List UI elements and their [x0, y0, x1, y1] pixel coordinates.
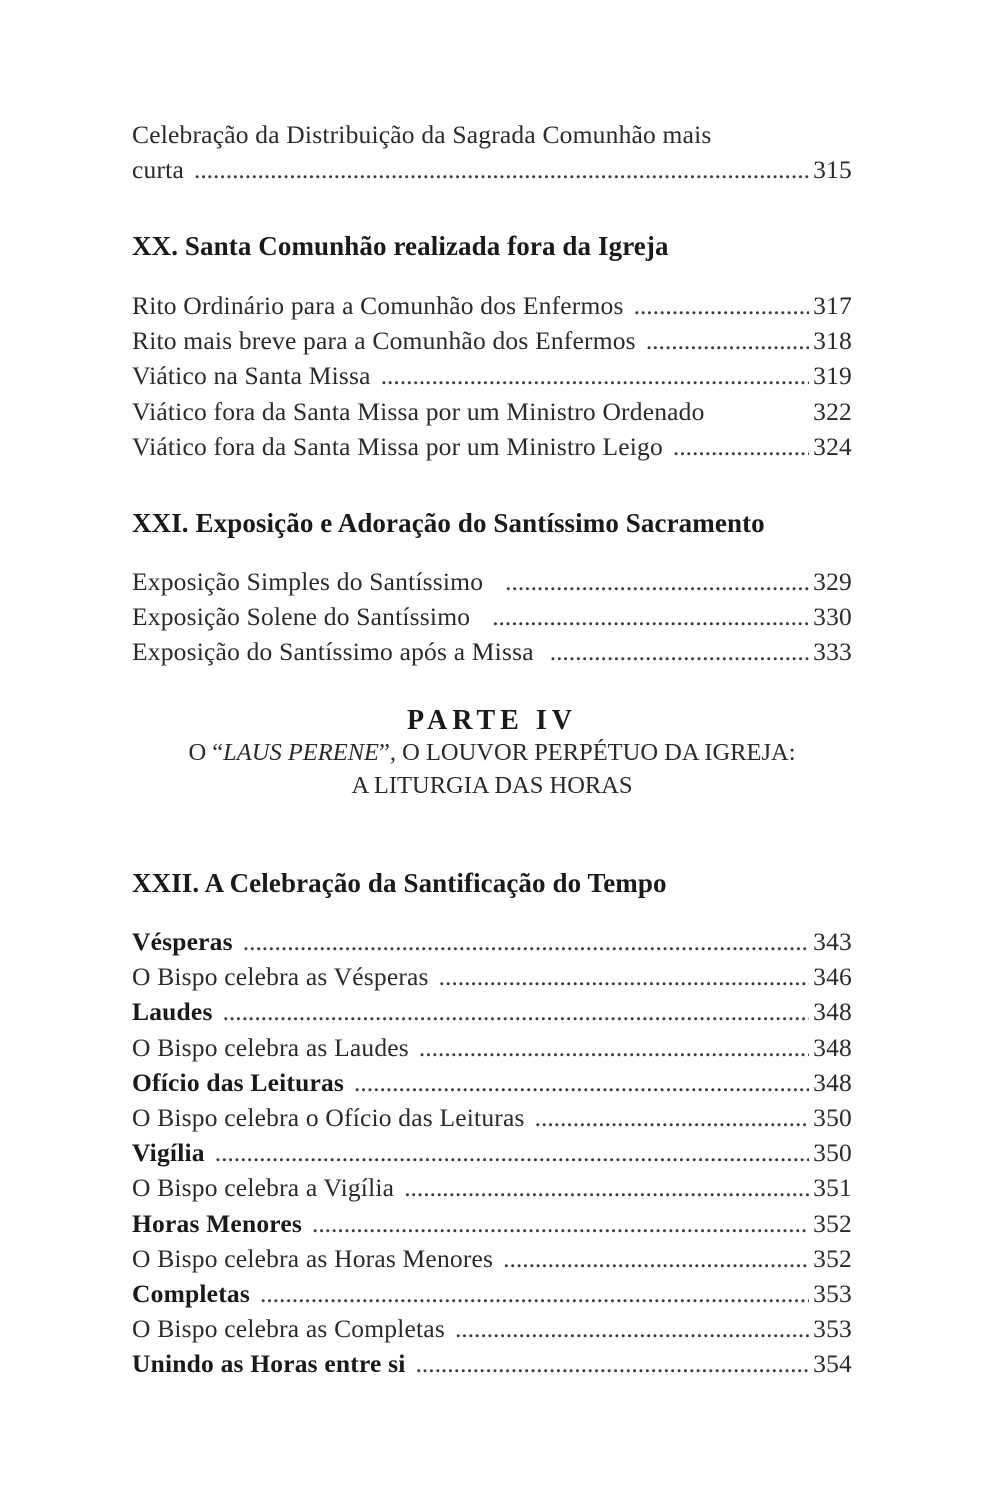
toc-page-number: 319 — [813, 361, 852, 391]
dot-leader — [673, 429, 809, 464]
dot-leader — [260, 1276, 809, 1311]
toc-entry-row — [132, 152, 852, 187]
part-subtitle-prefix: O “ — [188, 739, 224, 766]
toc-entry-title: curta — [132, 155, 184, 185]
dot-leader — [455, 1311, 809, 1346]
toc-entry[interactable] — [132, 1206, 852, 1241]
dot-leader — [223, 994, 810, 1029]
toc-entry[interactable] — [132, 394, 852, 429]
dot-leader — [312, 1206, 809, 1241]
toc-entry-title: Laudes — [132, 997, 213, 1027]
section-heading-xxii: XXII. A Celebração da Santificação do Tempo — [132, 868, 667, 898]
toc-entry-title: Rito Ordinário para a Comunhão dos Enfermos — [132, 291, 624, 320]
section-heading-xx: XX. Santa Comunhão realizada fora da Igreja — [132, 231, 669, 261]
toc-page-number: 322 — [813, 396, 852, 426]
toc-page-number: 352 — [813, 1208, 852, 1238]
toc-page-number: 352 — [813, 1243, 852, 1273]
toc-entry-title: O Bispo celebra o Ofício das Leituras — [132, 1102, 525, 1132]
toc-entry[interactable] — [132, 1276, 852, 1311]
toc-entry[interactable] — [132, 1346, 852, 1381]
toc-entry-title: O Bispo celebra as Horas Menores — [132, 1243, 494, 1273]
toc-entry[interactable] — [132, 924, 852, 959]
part-title: PARTE IV — [407, 705, 577, 736]
dot-leader — [503, 1241, 809, 1276]
toc-entry[interactable] — [132, 323, 852, 358]
toc-page-number: 315 — [813, 155, 852, 185]
section-xx-entries — [132, 288, 852, 464]
toc-entry[interactable] — [132, 1241, 852, 1276]
section-xxii-entries — [132, 924, 852, 1381]
toc-entry[interactable] — [132, 1135, 852, 1170]
toc-entry[interactable] — [132, 1170, 852, 1205]
toc-entry-title: Unindo as Horas entre si — [132, 1349, 406, 1379]
toc-entry[interactable] — [132, 564, 852, 599]
toc-entry-title: O Bispo celebra as Completas — [132, 1314, 445, 1344]
toc-entry-title: Horas Menores — [132, 1208, 302, 1238]
toc-page-number: 354 — [813, 1349, 852, 1379]
part-subtitle-suffix: ”, O LOUVOR PERPÉTUO DA IGREJA: — [379, 739, 796, 766]
dot-leader — [634, 288, 810, 323]
toc-page-number: 346 — [813, 962, 852, 992]
toc-entry-title: Exposição Solene do Santíssimo — [132, 602, 471, 632]
part-heading — [132, 706, 852, 802]
section-xxi-entries — [132, 564, 852, 670]
part-subtitle-latin: LAUS PERENE — [223, 739, 380, 766]
toc-page-number: 350 — [813, 1138, 852, 1168]
part-subtitle-line2: A LITURGIA DAS HORAS — [351, 772, 633, 799]
toc-entry-title: Ofício das Leituras — [132, 1067, 345, 1097]
toc-page-number: 329 — [813, 567, 852, 596]
part-subtitle-line1 — [132, 736, 852, 769]
dot-leader — [505, 564, 809, 599]
toc-entry-title: Viático na Santa Missa — [132, 361, 371, 391]
toc-entry[interactable] — [132, 959, 852, 994]
toc-entry[interactable] — [132, 994, 852, 1029]
toc-page-number: 318 — [813, 326, 852, 356]
dot-leader — [492, 599, 809, 634]
toc-entry-title: Vigília — [132, 1138, 205, 1168]
toc-page-number: 353 — [813, 1314, 852, 1344]
toc-page-number: 330 — [813, 602, 852, 632]
dot-leader — [535, 1100, 810, 1135]
toc-entry[interactable] — [132, 634, 852, 669]
toc-page-number: 324 — [813, 431, 852, 461]
toc-page-number: 348 — [813, 1067, 852, 1097]
toc-page-number: 353 — [813, 1278, 852, 1308]
toc-entry[interactable] — [132, 288, 852, 323]
toc-entry-title: Exposição Simples do Santíssimo — [132, 567, 484, 596]
dot-leader — [439, 959, 809, 994]
toc-page-number: 348 — [813, 997, 852, 1027]
dot-leader — [381, 358, 809, 393]
dot-leader — [243, 924, 809, 959]
toc-entry-title: O Bispo celebra as Vésperas — [132, 962, 429, 992]
toc-entry[interactable] — [132, 358, 852, 393]
toc-entry-title: Viático fora da Santa Missa por um Ministro Leigo — [132, 431, 663, 461]
dot-leader — [194, 152, 809, 187]
dot-leader — [419, 1030, 809, 1065]
toc-entry-title: O Bispo celebra as Laudes — [132, 1032, 409, 1062]
toc-entry-title: Completas — [132, 1278, 250, 1308]
toc-entry-title: Viático fora da Santa Missa por um Ministro Ordenado — [132, 396, 705, 426]
toc-entry[interactable] — [132, 1065, 852, 1100]
toc-entry-title: Vésperas — [132, 927, 233, 956]
toc-entry-title: Exposição do Santíssimo após a Missa — [132, 637, 534, 667]
toc-page-number: 333 — [813, 637, 852, 667]
dot-leader — [550, 634, 809, 669]
toc-entry[interactable] — [132, 1100, 852, 1135]
toc-entry[interactable] — [132, 429, 852, 464]
toc-entry-continued[interactable] — [132, 117, 852, 187]
toc-page-number: 351 — [813, 1173, 852, 1203]
toc-page-number: 317 — [813, 291, 852, 320]
toc-entry[interactable] — [132, 1311, 852, 1346]
dot-leader — [416, 1346, 810, 1381]
dot-leader — [354, 1065, 809, 1100]
toc-page-number: 343 — [813, 927, 852, 956]
dot-leader — [404, 1170, 809, 1205]
toc-entry-title: O Bispo celebra a Vigília — [132, 1173, 395, 1203]
toc-entry[interactable] — [132, 1030, 852, 1065]
toc-entry-title-line1: Celebração da Distribuição da Sagrada Comunhão mais — [132, 120, 712, 149]
section-heading-xxi: XXI. Exposição e Adoração do Santíssimo Sacramento — [132, 508, 765, 538]
toc-entry[interactable] — [132, 599, 852, 634]
dot-leader — [646, 323, 809, 358]
dot-leader — [215, 1135, 809, 1170]
toc-page-number: 350 — [813, 1102, 852, 1132]
toc-entry-title: Rito mais breve para a Comunhão dos Enfermos — [132, 326, 636, 356]
toc-page-number: 348 — [813, 1032, 852, 1062]
